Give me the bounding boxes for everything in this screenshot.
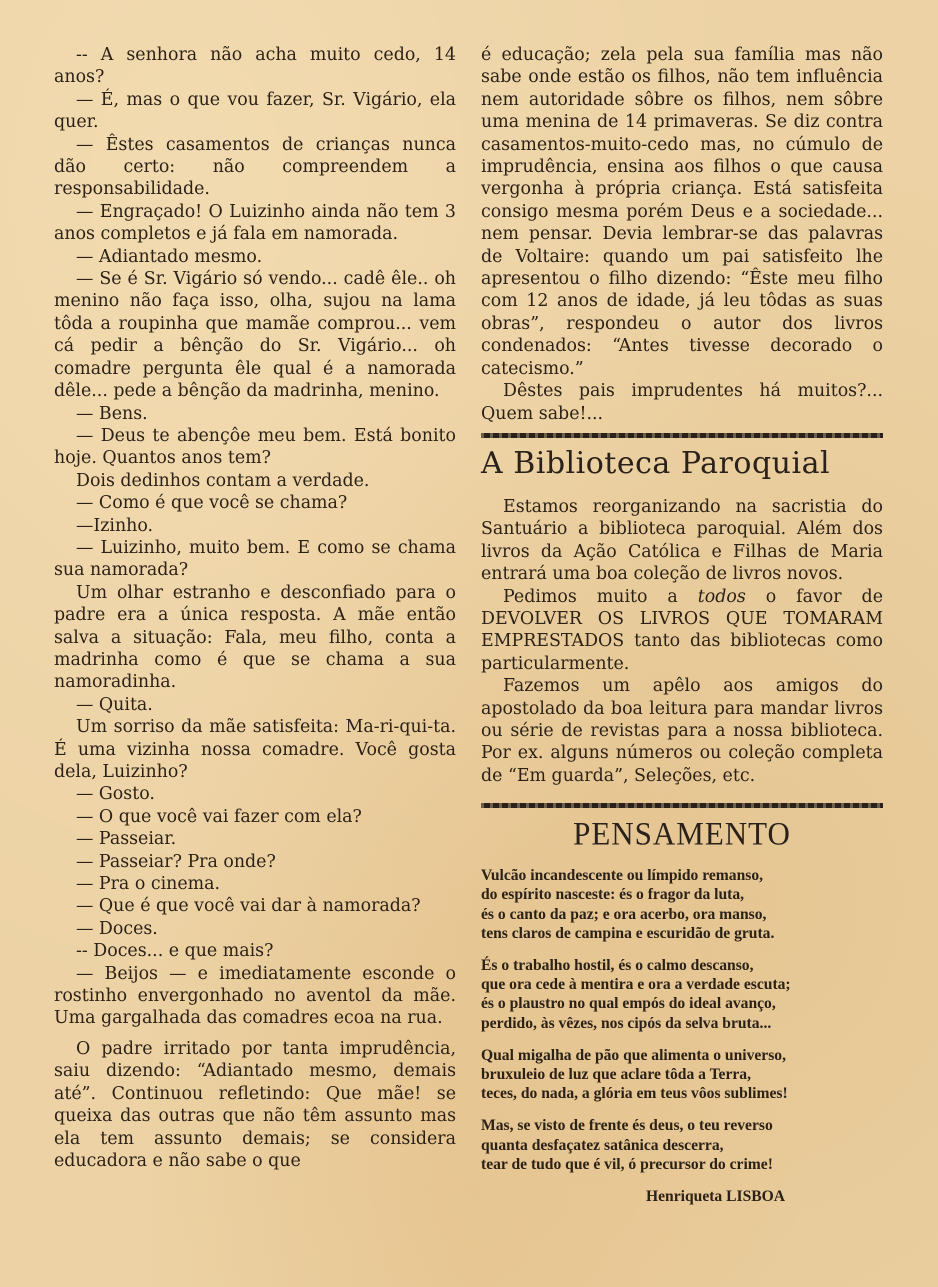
paragraph: — Engraçado! O Luizinho ainda não tem 3 anos completos e já fala em namorada. [54,201,456,245]
paragraph: Fazemos um apêlo aos amigos do apostolado da boa leitura para mandar livros ou série de revistas para a nossa biblioteca. Por ex. alguns números ou coleção completa de “Em guarda”, Seleções, etc. [481,676,883,786]
paragraph: Estamos reorganizando na sacristia do Santuário a biblioteca paroquial. Além dos livros da Ação Católica e Filhas de Maria entrará uma boa coleção de livros novos. [481,496,883,585]
biblioteca-section [481,444,883,787]
poem-line: Mas, se visto de frente és deus, o teu reverso [481,1117,773,1135]
poem-line: teces, do nada, a glória em teus vôos sublimes! [481,1085,788,1103]
poem-stanza [481,866,883,943]
section-divider [481,433,883,438]
paragraph: — Que é que você vai dar à namorada? [76,896,421,917]
paragraph: — Quita. [76,694,153,715]
poem-stanza [481,956,883,1033]
paragraph: — É, mas o que vou fazer, Sr. Vigário, ela quer. [54,89,456,133]
paragraph: — Bens. [76,403,148,424]
poem-author: Henriqueta LISBOA [646,1188,786,1206]
paragraph [481,586,883,676]
paragraph: — Êstes casamentos de crianças nunca dão certo: não compreendem a responsabilidade. [54,134,456,200]
paragraph: — Adiantado mesmo. [76,246,263,267]
poem-line: do espírito nasceste: és o fragor da luta, [481,886,745,904]
left-column [54,44,456,1172]
text: o favor de DEVOLVER OS LIVROS QUE TOMARAM EMPRESTADOS tanto das bibliotecas como particularmente. [481,586,883,674]
paragraph: —Izinho. [76,515,154,536]
paragraph: — Passeiar? Pra onde? [76,851,276,872]
poem-line: que ora cede à mentira e ora a verdade escuta; [481,976,791,994]
poem-line: tear de tudo que é vil, ó precursor do crime! [481,1155,773,1173]
paragraph: — Beijos — e imediatamente esconde o rostinho envergonhado no aventol da mãe. Uma gargalhada das comadres ecoa na rua. [54,963,456,1029]
poem-line: és o canto da paz; e ora acerbo, ora manso, [481,905,767,923]
paragraph: — Se é Sr. Vigário só vendo... cadê êle.. oh menino não faça isso, olha, sujou na lama tôda a roupinha que mamãe comprou... vem cá pedir a bênção do Sr. Vigário... oh comadre pergunta êle qual é a namorada dêle... pede a bênção da madrinha, menino. [54,269,456,402]
paragraph: — Gosto. [76,784,155,805]
text: Pedimos muito a [503,586,698,607]
poem-line: És o trabalho hostil, és o calmo descanso, [481,957,754,974]
paragraph: Um sorriso da mãe satisfeita: Ma-ri-qui-ta. É uma vizinha nossa comadre. Você gosta dela, Luizinho? [54,717,456,782]
paragraph: Dois dedinhos contam a verdade. [76,470,370,491]
paragraph: — Deus te abençôe meu bem. Está bonito hoje. Quantos anos tem? [54,425,456,469]
paragraph: Um olhar estranho e desconfiado para o padre era a única resposta. A mãe então salva a situação: Fala, meu filho, conta a madrinha como é que se chama a sua namoradinha. [54,582,456,693]
poem-line: bruxuleio de luz que aclare tôda a Terra, [481,1066,752,1084]
section-divider [481,803,883,808]
paragraph: — Como é que você se chama? [76,493,348,514]
poem-line: tens claros de campina e escuridão de gruta. [481,924,775,942]
right-column [481,44,883,1206]
poem-line: perdido, às vêzes, nos cipós da selva bruta... [481,1014,772,1032]
paragraph: — Passeiar. [76,829,177,850]
paragraph: O padre irritado por tanta imprudência, saiu dizendo: “Adiantado mesmo, demais até”. Continuou refletindo: Que mãe! se queixa das outras que não têm assunto mas ela tem assunto demais; se considera educadora e não sabe o que [54,1038,456,1171]
poem-line: quanta desfaçatez satânica descerra, [481,1136,724,1154]
emphasis-text: todos [697,586,746,607]
poem-line: Vulcão incandescente ou límpido remanso, [481,867,764,885]
paragraph: -- A senhora não acha muito cedo, 14 anos? [54,45,456,88]
paragraph: -- Doces... e que mais? [76,941,274,962]
poem [481,866,883,1206]
pensamento-section [481,814,883,1206]
poem-title: PENSAMENTO [573,815,791,853]
paragraph: — Pra o cinema. [76,874,221,895]
poem-stanza [481,1116,883,1174]
poem-stanza [481,1046,883,1104]
section-title: A Biblioteca Paroquial [481,445,831,481]
paragraph: — Luizinho, muito bem. E como se chama sua namorada? [54,537,456,581]
poem-line: Qual migalha de pão que alimenta o universo, [481,1046,786,1064]
paragraph: — O que você vai fazer com ela? [76,806,362,827]
poem-line: és o plaustro no qual empós do ideal avanço, [481,995,776,1013]
paragraph-continuation: é educação; zela pela sua família mas não sabe onde estão os filhos, não tem influência nem autoridade sôbre os filhos, nem sôbre uma menina de 14 primaveras. Se diz contra casamentos-muito-cedo mas, no cúmulo de imprudência, ensina aos filhos o que causa vergonha à própria criança. Está satisfeita consigo mesma porém Deus e a sociedade... nem pensar. Devia lembrar-se das palavras de Voltaire: quando um pai satisfeito lhe apresentou o filho dizendo: “Êste meu filho com 12 anos de idade, já leu tôdas as suas obras”, respondeu o autor dos livros condenados: “Antes tivesse decorado o catecismo.” [481,45,883,379]
paragraph: — Doces. [76,918,158,939]
paragraph: Dêstes pais imprudentes há muitos?... Quem sabe!... [481,381,883,424]
